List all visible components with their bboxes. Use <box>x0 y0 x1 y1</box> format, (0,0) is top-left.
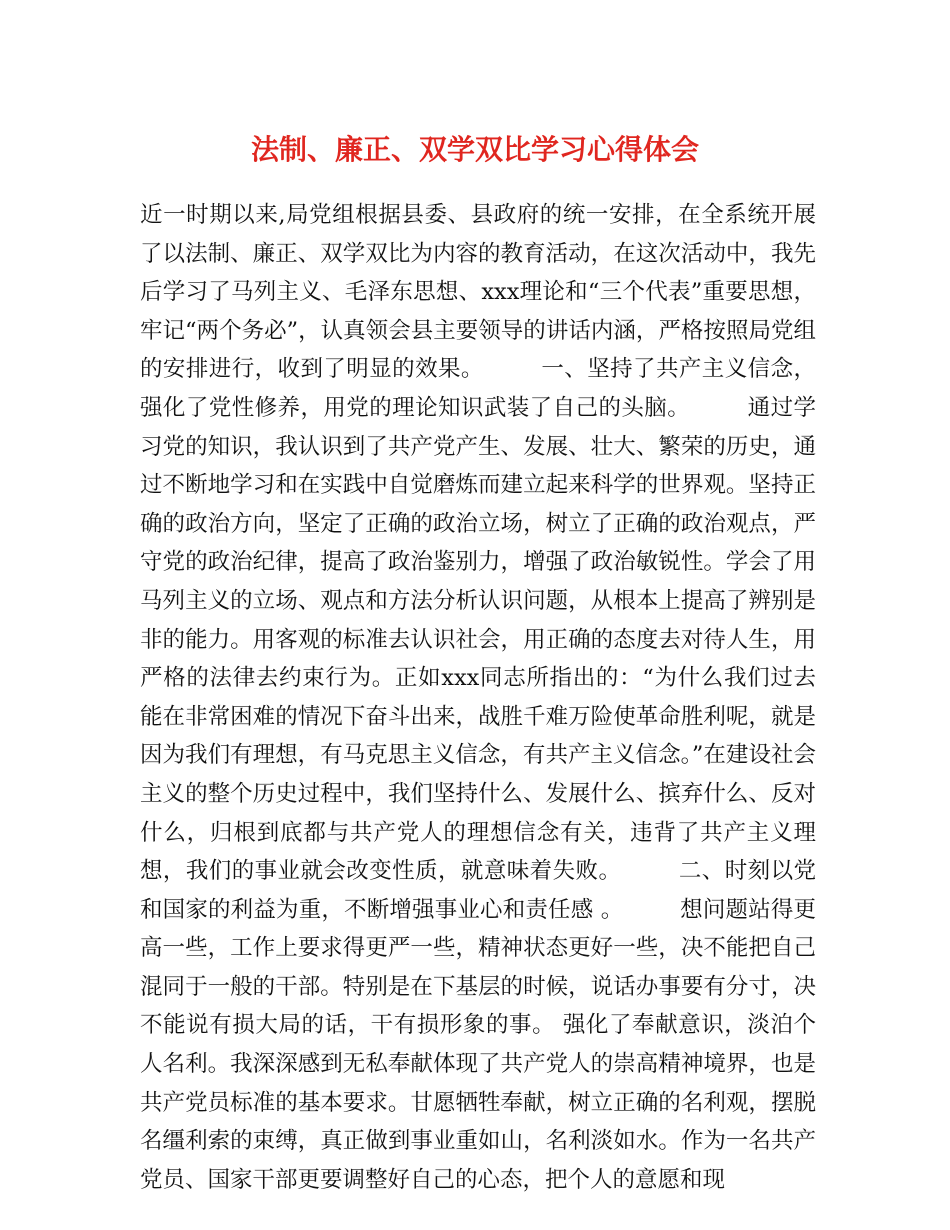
document-body-text: 近一时期以来,局党组根据县委、县政府的统一安排，在全系统开展了以法制、廉正、双学双比为内容的教育活动，在这次活动中，我先后学习了马列主义、毛泽东思想、xxx理论和“三个代表”重要思想，牢记“两个务必”，认真领会县主要领导的讲话内涵，严格按照局党组的安排进行，收到了明显的效果。 一、坚持了共产主义信念，强化了党性修养，用党的理论知识武装了自己的头脑。 通过学习党的知识，我认识到了共产党产生、发展、壮大、繁荣的历史，通过不断地学习和在实践中自觉磨炼而建立起来科学的世界观。坚持正确的政治方向，坚定了正确的政治立场，树立了正确的政治观点，严守党的政治纪律，提高了政治鉴别力，增强了政治敏锐性。学会了用马列主义的立场、观点和方法分析认识问题，从根本上提高了辨别是非的能力。用客观的标准去认识社会，用正确的态度去对待人生，用严格的法律去约束行为。正如xxx同志所指出的：“为什么我们过去能在非常困难的情况下奋斗出来，战胜千难万险使革命胜利呢，就是因为我们有理想，有马克思主义信念，有共产主义信念。”在建设社会主义的整个历史过程中，我们坚持什么、发展什么、摈弃什么、反对什么，归根到底都与共产党人的理想信念有关，违背了共产主义理想，我们的事业就会改变性质，就意味着失败。 二、时刻以党和国家的利益为重，不断增强事业心和责任感 。 想问题站得更高一些，工作上要求得更严一些，精神状态更好一些，决不能把自己混同于一般的干部。特别是在下基层的时候，说话办事要有分寸，决不能说有损大局的话，干有损形象的事。 强化了奉献意识，淡泊个人名利。我深深感到无私奉献体现了共产党人的崇高精神境界，也是共产党员标准的基本要求。甘愿牺牲奉献，树立正确的名利观，摆脱名缰利索的束缚，真正做到事业重如山，名利淡如水。作为一名共产党员、国家干部更要调整好自己的心态，把个人的意愿和现 <box>140 202 816 1193</box>
document-title: 法制、廉正、双学双比学习心得体会 <box>250 133 699 166</box>
